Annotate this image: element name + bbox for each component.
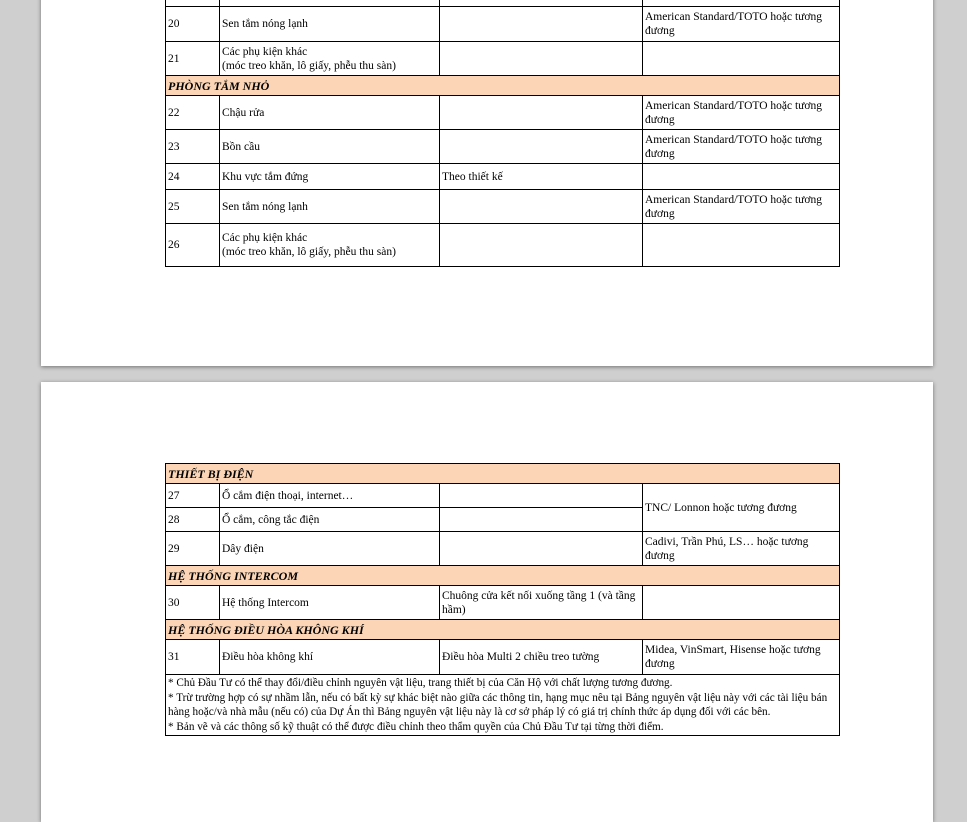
item-brand [643, 164, 840, 190]
item-brand [643, 42, 840, 76]
document-page-1 [41, 0, 933, 366]
item-name: Các phụ kiện khác (móc treo khăn, lô giấy, phễu thu sàn) [220, 224, 440, 267]
row-number: 24 [166, 164, 220, 190]
item-spec [440, 96, 643, 130]
table-row [166, 42, 840, 76]
table-row [166, 7, 840, 42]
table-row [166, 484, 840, 508]
item-spec [440, 7, 643, 42]
row-number: 27 [166, 484, 220, 508]
materials-table-part-1 [165, 0, 840, 267]
table-row [166, 190, 840, 224]
item-brand: American Standard/TOTO hoặc tương đương [643, 96, 840, 130]
document-page-2 [41, 382, 933, 822]
row-number: 21 [166, 42, 220, 76]
row-number: 29 [166, 532, 220, 566]
section-title: HỆ THỐNG INTERCOM [166, 566, 840, 586]
section-header [166, 566, 840, 586]
note-line: * Chủ Đầu Tư có thể thay đổi/điều chỉnh nguyên vật liệu, trang thiết bị của Căn Hộ với chất lượng tương đương. [168, 677, 673, 689]
item-brand: American Standard/TOTO hoặc tương đương [643, 190, 840, 224]
notes-row [166, 675, 840, 736]
table-row [166, 640, 840, 675]
item-brand: American Standard/TOTO hoặc tương đương [643, 130, 840, 164]
item-spec: Chuông cửa kết nối xuống tầng 1 (và tầng hầm) [440, 586, 643, 620]
item-spec [440, 532, 643, 566]
section-header [166, 464, 840, 484]
note-line: * Trừ trường hợp có sự nhầm lẫn, nếu có bất kỳ sự khác biệt nào giữa các thông tin, hạng mục nêu tại Bảng nguyên vật liệu này với các tài liệu bán hàng hoặc/và nhà mẫu (nếu có) của Dự Án thì Bảng nguyên vật liệu này là cơ sở pháp lý có giá trị chính thức áp dụng đối với các bên. [168, 691, 828, 718]
item-name: Dây điện [220, 532, 440, 566]
item-name: Điều hòa không khí [220, 640, 440, 675]
section-header [166, 620, 840, 640]
item-name: Hệ thống Intercom [220, 586, 440, 620]
item-brand [643, 224, 840, 267]
item-brand: Midea, VinSmart, Hisense hoặc tương đương [643, 640, 840, 675]
item-name: Ổ cắm điện thoại, internet… [220, 484, 440, 508]
note-line: * Bản vẽ và các thông số kỹ thuật có thể được điều chỉnh theo thẩm quyền của Chủ Đầu Tư tại từng thời điểm. [168, 720, 664, 733]
table-row [166, 532, 840, 566]
row-number: 30 [166, 586, 220, 620]
item-brand: Cadivi, Trần Phú, LS… hoặc tương đương [643, 532, 840, 566]
row-number: 23 [166, 130, 220, 164]
item-name: Ổ cắm, công tắc điện [220, 508, 440, 532]
table-row [166, 586, 840, 620]
item-spec [440, 508, 643, 532]
row-number: 20 [166, 7, 220, 42]
table-row [166, 96, 840, 130]
item-spec [440, 484, 643, 508]
section-header [166, 76, 840, 96]
item-spec [440, 224, 643, 267]
table-row [166, 130, 840, 164]
item-spec: Điều hòa Multi 2 chiều treo tường [440, 640, 643, 675]
row-number: 22 [166, 96, 220, 130]
table-row [166, 224, 840, 267]
section-title: HỆ THỐNG ĐIỀU HÒA KHÔNG KHÍ [166, 620, 840, 640]
row-number: 25 [166, 190, 220, 224]
section-title: THIẾT BỊ ĐIỆN [166, 464, 840, 484]
item-name: Sen tắm nóng lạnh [220, 190, 440, 224]
item-spec [440, 130, 643, 164]
item-spec: Theo thiết kế [440, 164, 643, 190]
notes [166, 675, 840, 736]
item-brand: American Standard/TOTO hoặc tương đương [643, 7, 840, 42]
section-title: PHÒNG TẮM NHỎ [166, 76, 840, 96]
row-number: 31 [166, 640, 220, 675]
row-number: 28 [166, 508, 220, 532]
item-spec [440, 190, 643, 224]
item-brand: TNC/ Lonnon hoặc tương đương [643, 484, 840, 532]
materials-table-part-2 [165, 463, 840, 736]
table-row [166, 164, 840, 190]
item-spec [440, 42, 643, 76]
item-brand [643, 586, 840, 620]
item-name: Sen tắm nóng lạnh [220, 7, 440, 42]
item-name: Khu vực tắm đứng [220, 164, 440, 190]
item-name: Các phụ kiện khác (móc treo khăn, lô giấy, phễu thu sàn) [220, 42, 440, 76]
item-name: Bồn cầu [220, 130, 440, 164]
item-name: Chậu rửa [220, 96, 440, 130]
row-number: 26 [166, 224, 220, 267]
